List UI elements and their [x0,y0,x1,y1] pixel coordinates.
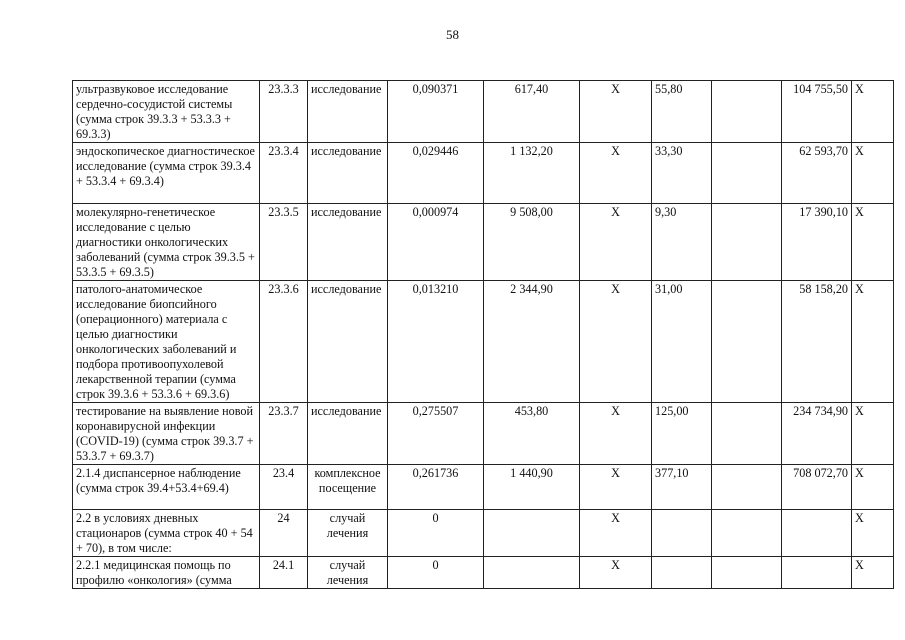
row-x-mark: X [852,204,894,281]
row-name: молекулярно-генетическое исследование с целью диагностики онкологических заболеваний (сумма строк 39.3.5 + 53.3.5 + 69.3.5) [73,204,260,281]
row-x-mark: X [852,81,894,143]
row-total: 58 158,20 [782,281,852,403]
row-cost: 1 132,20 [484,143,580,204]
row-x-mark: X [580,204,652,281]
row-x-mark: X [580,281,652,403]
row-name: ультразвуковое исследование сердечно-сосудистой системы (сумма строк 39.3.3 + 53.3.3 + 69.3.3) [73,81,260,143]
row-name: патолого-анатомическое исследование биопсийного (операционного) материала с целью диагностики онкологических заболеваний и подбора противоопухолевой лекарственной терапии (сумма строк 39.3.6 + 53.3.6 + 69.3.6) [73,281,260,403]
row-code: 23.3.5 [260,204,308,281]
row-norm: 0,013210 [388,281,484,403]
row-total: 17 390,10 [782,204,852,281]
table-row [73,281,894,403]
row-value: 33,30 [652,143,712,204]
row-code: 23.3.4 [260,143,308,204]
row-x-mark: X [852,143,894,204]
row-unit: исследование [308,81,388,143]
row-x-mark: X [852,510,894,557]
row-name: 2.1.4 диспансерное наблюдение (сумма строк 39.4+53.4+69.4) [73,465,260,510]
row-value: 377,10 [652,465,712,510]
row-unit: комплексное посещение [308,465,388,510]
table-row [73,81,894,143]
row-x-mark: X [580,557,652,589]
row-x-mark: X [580,81,652,143]
row-x-mark: X [580,403,652,465]
row-norm: 0 [388,557,484,589]
row-cost: 2 344,90 [484,281,580,403]
row-empty-cell [712,281,782,403]
table-row [73,465,894,510]
row-norm: 0,029446 [388,143,484,204]
row-unit: случай лечения [308,557,388,589]
row-x-mark: X [852,465,894,510]
tariff-table [72,80,894,589]
row-x-mark: X [852,557,894,589]
row-empty-cell [712,510,782,557]
row-empty-cell [712,204,782,281]
row-total: 234 734,90 [782,403,852,465]
row-code: 23.3.6 [260,281,308,403]
row-norm: 0,090371 [388,81,484,143]
row-value: 31,00 [652,281,712,403]
row-value: 125,00 [652,403,712,465]
row-x-mark: X [580,143,652,204]
row-cost [484,510,580,557]
row-empty-cell [712,465,782,510]
table-body [73,81,894,589]
row-value [652,557,712,589]
row-x-mark: X [580,510,652,557]
row-unit: исследование [308,204,388,281]
row-total [782,557,852,589]
row-cost: 9 508,00 [484,204,580,281]
row-name: 2.2 в условиях дневных стационаров (сумма строк 40 + 54 + 70), в том числе: [73,510,260,557]
row-code: 24.1 [260,557,308,589]
table-row [73,143,894,204]
row-norm: 0,275507 [388,403,484,465]
table-row [73,510,894,557]
row-norm: 0,000974 [388,204,484,281]
row-empty-cell [712,143,782,204]
table-row [73,557,894,589]
row-code: 23.3.3 [260,81,308,143]
table-row [73,403,894,465]
row-cost: 453,80 [484,403,580,465]
row-total: 62 593,70 [782,143,852,204]
row-value: 55,80 [652,81,712,143]
row-x-mark: X [852,281,894,403]
row-empty-cell [712,403,782,465]
row-unit: исследование [308,403,388,465]
row-code: 23.3.7 [260,403,308,465]
row-total: 708 072,70 [782,465,852,510]
row-name: 2.2.1 медицинская помощь по профилю «онкология» (сумма [73,557,260,589]
row-x-mark: X [580,465,652,510]
row-cost: 1 440,90 [484,465,580,510]
row-code: 23.4 [260,465,308,510]
row-name: тестирование на выявление новой коронавирусной инфекции (COVID-19) (сумма строк 39.3.7 + 53.3.7 + 69.3.7) [73,403,260,465]
table-row [73,204,894,281]
row-empty-cell [712,81,782,143]
row-x-mark: X [852,403,894,465]
row-empty-cell [712,557,782,589]
row-unit: исследование [308,143,388,204]
row-value [652,510,712,557]
row-cost: 617,40 [484,81,580,143]
row-code: 24 [260,510,308,557]
row-cost [484,557,580,589]
row-name: эндоскопическое диагностическое исследование (сумма строк 39.3.4 + 53.3.4 + 69.3.4) [73,143,260,204]
row-value: 9,30 [652,204,712,281]
row-unit: случай лечения [308,510,388,557]
row-unit: исследование [308,281,388,403]
row-total [782,510,852,557]
row-total: 104 755,50 [782,81,852,143]
row-norm: 0,261736 [388,465,484,510]
row-norm: 0 [388,510,484,557]
page-number: 58 [446,27,459,42]
